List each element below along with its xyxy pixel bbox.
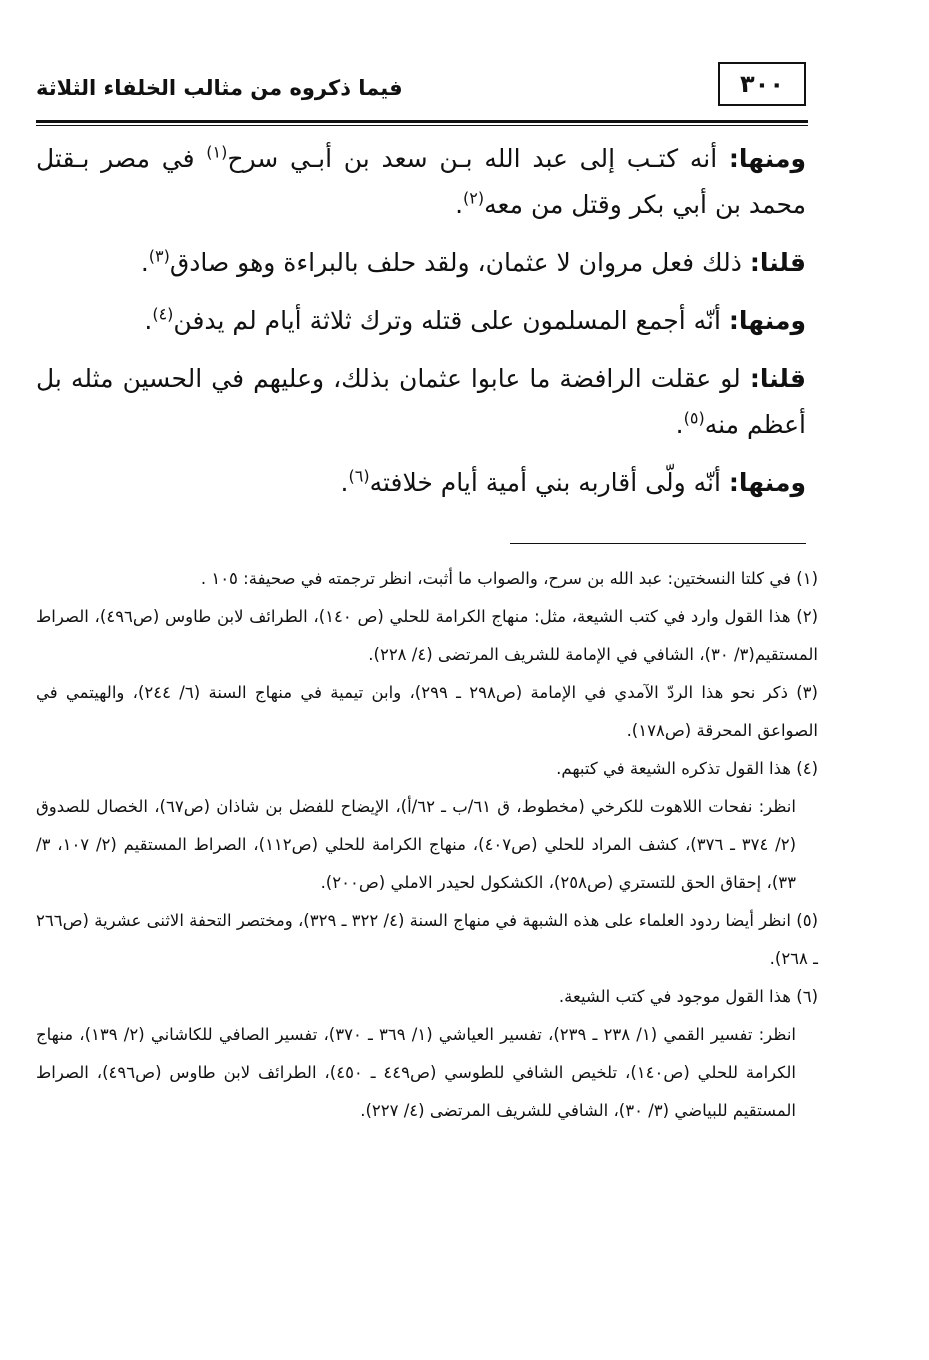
footnote-ref: (٦) — [348, 466, 370, 486]
paragraph — [36, 298, 806, 344]
footnote: (٢) هذا القول وارد في كتب الشيعة، مثل: منهاج الكرامة للحلي (ص ١٤٠)، الطرائف لابن طاوس (ص٤٩٦)، الصراط المستقيم(٣/ ٣٠)، الشافي في الإمامة للشريف المرتضى (٤/ ٢٢٨). — [36, 607, 818, 664]
paragraph-text: لو عقلت الرافضة ما عابوا عثمان بذلك، وعليهم في الحسين مثله بل أعظم منه — [36, 364, 806, 439]
footnotes — [36, 560, 818, 1130]
footnote-continuation: انظر: نفحات اللاهوت للكرخي (مخطوط، ق ٦١/ب ـ ٦٢/أ)، الإيضاح للفضل بن شاذان (ص٦٧)، الخصال للصدوق (٢/ ٣٧٤ ـ ٣٧٦)، كشف المراد للحلي (ص٤٠٧)، منهاج الكرامة للحلي (ص١١٢)، الصراط المستقيم (٢/ ١٠٧، ٣/ ٣٣)، إحقاق الحق للتستري (ص٢٥٨)، الكشكول لحيدر الاملي (ص٢٠٠). — [36, 797, 797, 892]
footnote-ref: (٣) — [148, 246, 170, 266]
paragraph-end: . — [140, 248, 149, 277]
header-rule — [36, 120, 808, 123]
paragraph-lead: قلنا: — [749, 364, 806, 393]
paragraph — [36, 240, 806, 286]
footnote-ref: (٢) — [463, 188, 485, 208]
paragraph — [36, 460, 806, 506]
footnote-ref: (٤) — [152, 304, 174, 324]
paragraph-text: أنّه ولّى أقاربه بني أمية أيام خلافته — [369, 468, 729, 497]
footnote-ref: (٥) — [683, 408, 705, 428]
footnote: (٥) انظر أيضا ردود العلماء على هذه الشبهة في منهاج السنة (٤/ ٣٢٢ ـ ٣٢٩)، ومختصر التحفة الاثنى عشرية (ص٢٦٦ ـ ٢٦٨). — [36, 911, 818, 968]
paragraph-text: ذلك فعل مروان لا عثمان، ولقد حلف بالبراءة وهو صادق — [169, 248, 750, 277]
running-title: فيما ذكروه من مثالب الخلفاء الثلاثة — [36, 76, 403, 100]
footnote-continuation: انظر: تفسير القمي (١/ ٢٣٨ ـ ٢٣٩)، تفسير العياشي (١/ ٣٦٩ ـ ٣٧٠)، تفسير الصافي للكاشاني (٢/ ١٣٩)، منهاج الكرامة للحلي (ص١٤٠)، تلخيص الشافي للطوسي (ص٤٤٩ ـ ٤٥٠)، الطرائف لابن طاوس (ص٤٩٦)، الصراط المستقيم للبياضي (٣/ ٣٠)، الشافي للشريف المرتضى (٤/ ٢٢٧). — [36, 1025, 797, 1120]
paragraph-end: . — [144, 306, 153, 335]
main-text — [36, 136, 806, 518]
paragraph-end: . — [455, 190, 464, 219]
footnote: (١) في كلتا النسختين: عبد الله بن سرح، والصواب ما أثبت، انظر ترجمته في صحيفة: ١٠٥ . — [200, 569, 818, 588]
paragraph-text: أنّه أجمع المسلمون على قتله وترك ثلاثة أيام لم يدفن — [173, 306, 729, 335]
paragraph-end: . — [675, 410, 684, 439]
footnote: (٤) هذا القول تذكره الشيعة في كتبهم. — [556, 759, 818, 778]
paragraph-lead: ومنها: — [728, 468, 806, 497]
footnote: (٣) ذكر نحو هذا الردّ الآمدي في الإمامة (ص٢٩٨ ـ ٢٩٩)، وابن تيمية في منهاج السنة (٦/ ٢٤٤)، والهيتمي في الصواعق المحرقة (ص١٧٨). — [36, 683, 818, 740]
paragraph-lead: ومنها: — [728, 306, 806, 335]
footnote-separator — [510, 543, 806, 544]
page-header — [36, 58, 806, 116]
page-number: ٣٠٠ — [718, 62, 806, 106]
paragraph-text: في مصر بـقتل محمد بن أبي بكر وقتل من معه — [36, 144, 806, 219]
footnote: (٦) هذا القول موجود في كتب الشيعة. — [558, 987, 818, 1006]
paragraph-end: . — [340, 468, 349, 497]
footnote-ref: (١) — [206, 142, 228, 162]
paragraph — [36, 136, 806, 228]
paragraph — [36, 356, 806, 448]
paragraph-lead: قلنا: — [749, 248, 806, 277]
paragraph-text: أنه كتـب إلى عبد الله بـن سعد بن أبـي سرح — [227, 144, 729, 173]
header-rule-thin — [36, 125, 808, 126]
paragraph-lead: ومنها: — [728, 144, 806, 173]
